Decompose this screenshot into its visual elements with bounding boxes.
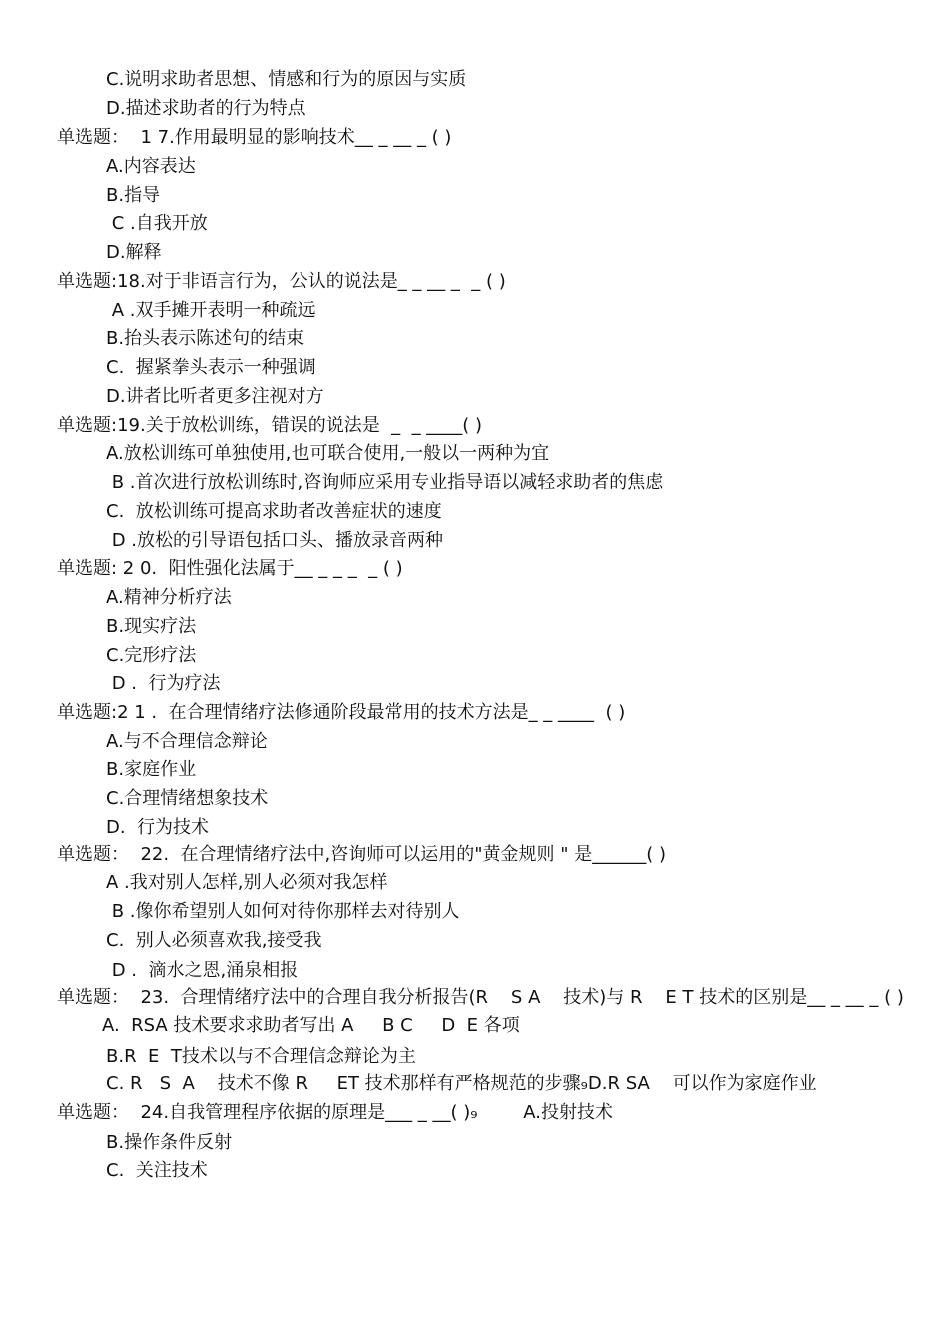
option-c: C.完形疗法 xyxy=(106,645,197,666)
question-17: 单选题： 1 7.作用最明显的影响技术__ _ __ _ ( ) xyxy=(57,127,452,148)
option-c-d: C. R S A 技术不像 R ET 技术那样有严格规范的步骤₉D.R SA 可以作为家庭作业 xyxy=(106,1073,817,1094)
question-20: 单选题: 2 0. 阳性强化法属于__ _ _ _ _ ( ) xyxy=(57,558,403,579)
option-a: A.内容表达 xyxy=(106,156,196,177)
option-b: B.指导 xyxy=(106,185,161,206)
option-c: C. 关注技术 xyxy=(106,1160,208,1181)
option-d: D . 滴水之恩,涌泉相报 xyxy=(106,960,299,981)
option-a: A .双手摊开表明一种疏远 xyxy=(106,300,316,321)
option-a: A.精神分析疗法 xyxy=(106,587,232,608)
option-b: B .首次进行放松训练时,咨询师应采用专业指导语以减轻求助者的焦虑 xyxy=(106,472,664,493)
option-c: C.说明求助者思想、情感和行为的原因与实质 xyxy=(106,69,467,90)
question-23: 单选题： 23. 合理情绪疗法中的合理自我分析报告(R S A 技术)与 R E T 技术的区别是__ _ __ _ ( ) xyxy=(57,987,904,1008)
option-b: B.操作条件反射 xyxy=(106,1132,233,1153)
option-c: C.合理情绪想象技术 xyxy=(106,788,269,809)
option-c: C .自我开放 xyxy=(106,213,208,234)
option-d: D. 行为技术 xyxy=(106,817,210,838)
question-19: 单选题:19.关于放松训练，错误的说法是 _ _ ____( ) xyxy=(57,415,483,436)
option-b: B.抬头表示陈述句的结束 xyxy=(106,328,305,349)
question-18: 单选题:18.对于非语言行为，公认的说法是_ _ __ _ _ ( ) xyxy=(57,271,506,292)
option-d: D .放松的引导语包括口头、播放录音两种 xyxy=(106,530,444,551)
question-21: 单选题:2 1 . 在合理情绪疗法修通阶段最常用的技术方法是_ _ ____ ( ) xyxy=(57,702,626,723)
option-d: D . 行为疗法 xyxy=(106,673,221,694)
option-d: D.描述求助者的行为特点 xyxy=(106,98,306,119)
option-d: D.解释 xyxy=(106,242,162,263)
question-24: 单选题： 24.自我管理程序依据的原理是___ _ __( )₉ A.投射技术 xyxy=(57,1102,613,1123)
option-b: B.R E T技术以与不合理信念辩论为主 xyxy=(106,1046,416,1067)
option-a: A. RSA 技术要求求助者写出 A B C D E 各项 xyxy=(102,1015,520,1036)
option-d: D.讲者比听者更多注视对方 xyxy=(106,386,324,407)
question-22: 单选题： 22. 在合理情绪疗法中,咨询师可以运用的"黄金规则 " 是______( ) xyxy=(57,844,667,865)
option-b: B.家庭作业 xyxy=(106,759,197,780)
option-b: B .像你希望别人如何对待你那样去对待别人 xyxy=(106,901,460,922)
option-b: B.现实疗法 xyxy=(106,616,197,637)
option-c: C. 放松训练可提高求助者改善症状的速度 xyxy=(106,501,442,522)
option-a: A.与不合理信念辩论 xyxy=(106,731,268,752)
option-a: A.放松训练可单独使用,也可联合使用,一般以一两种为宜 xyxy=(106,443,550,464)
option-a: A .我对别人怎样,别人必须对我怎样 xyxy=(106,872,388,893)
option-c: C. 握紧拳头表示一种强调 xyxy=(106,357,316,378)
option-c: C. 别人必须喜欢我,接受我 xyxy=(106,930,322,951)
